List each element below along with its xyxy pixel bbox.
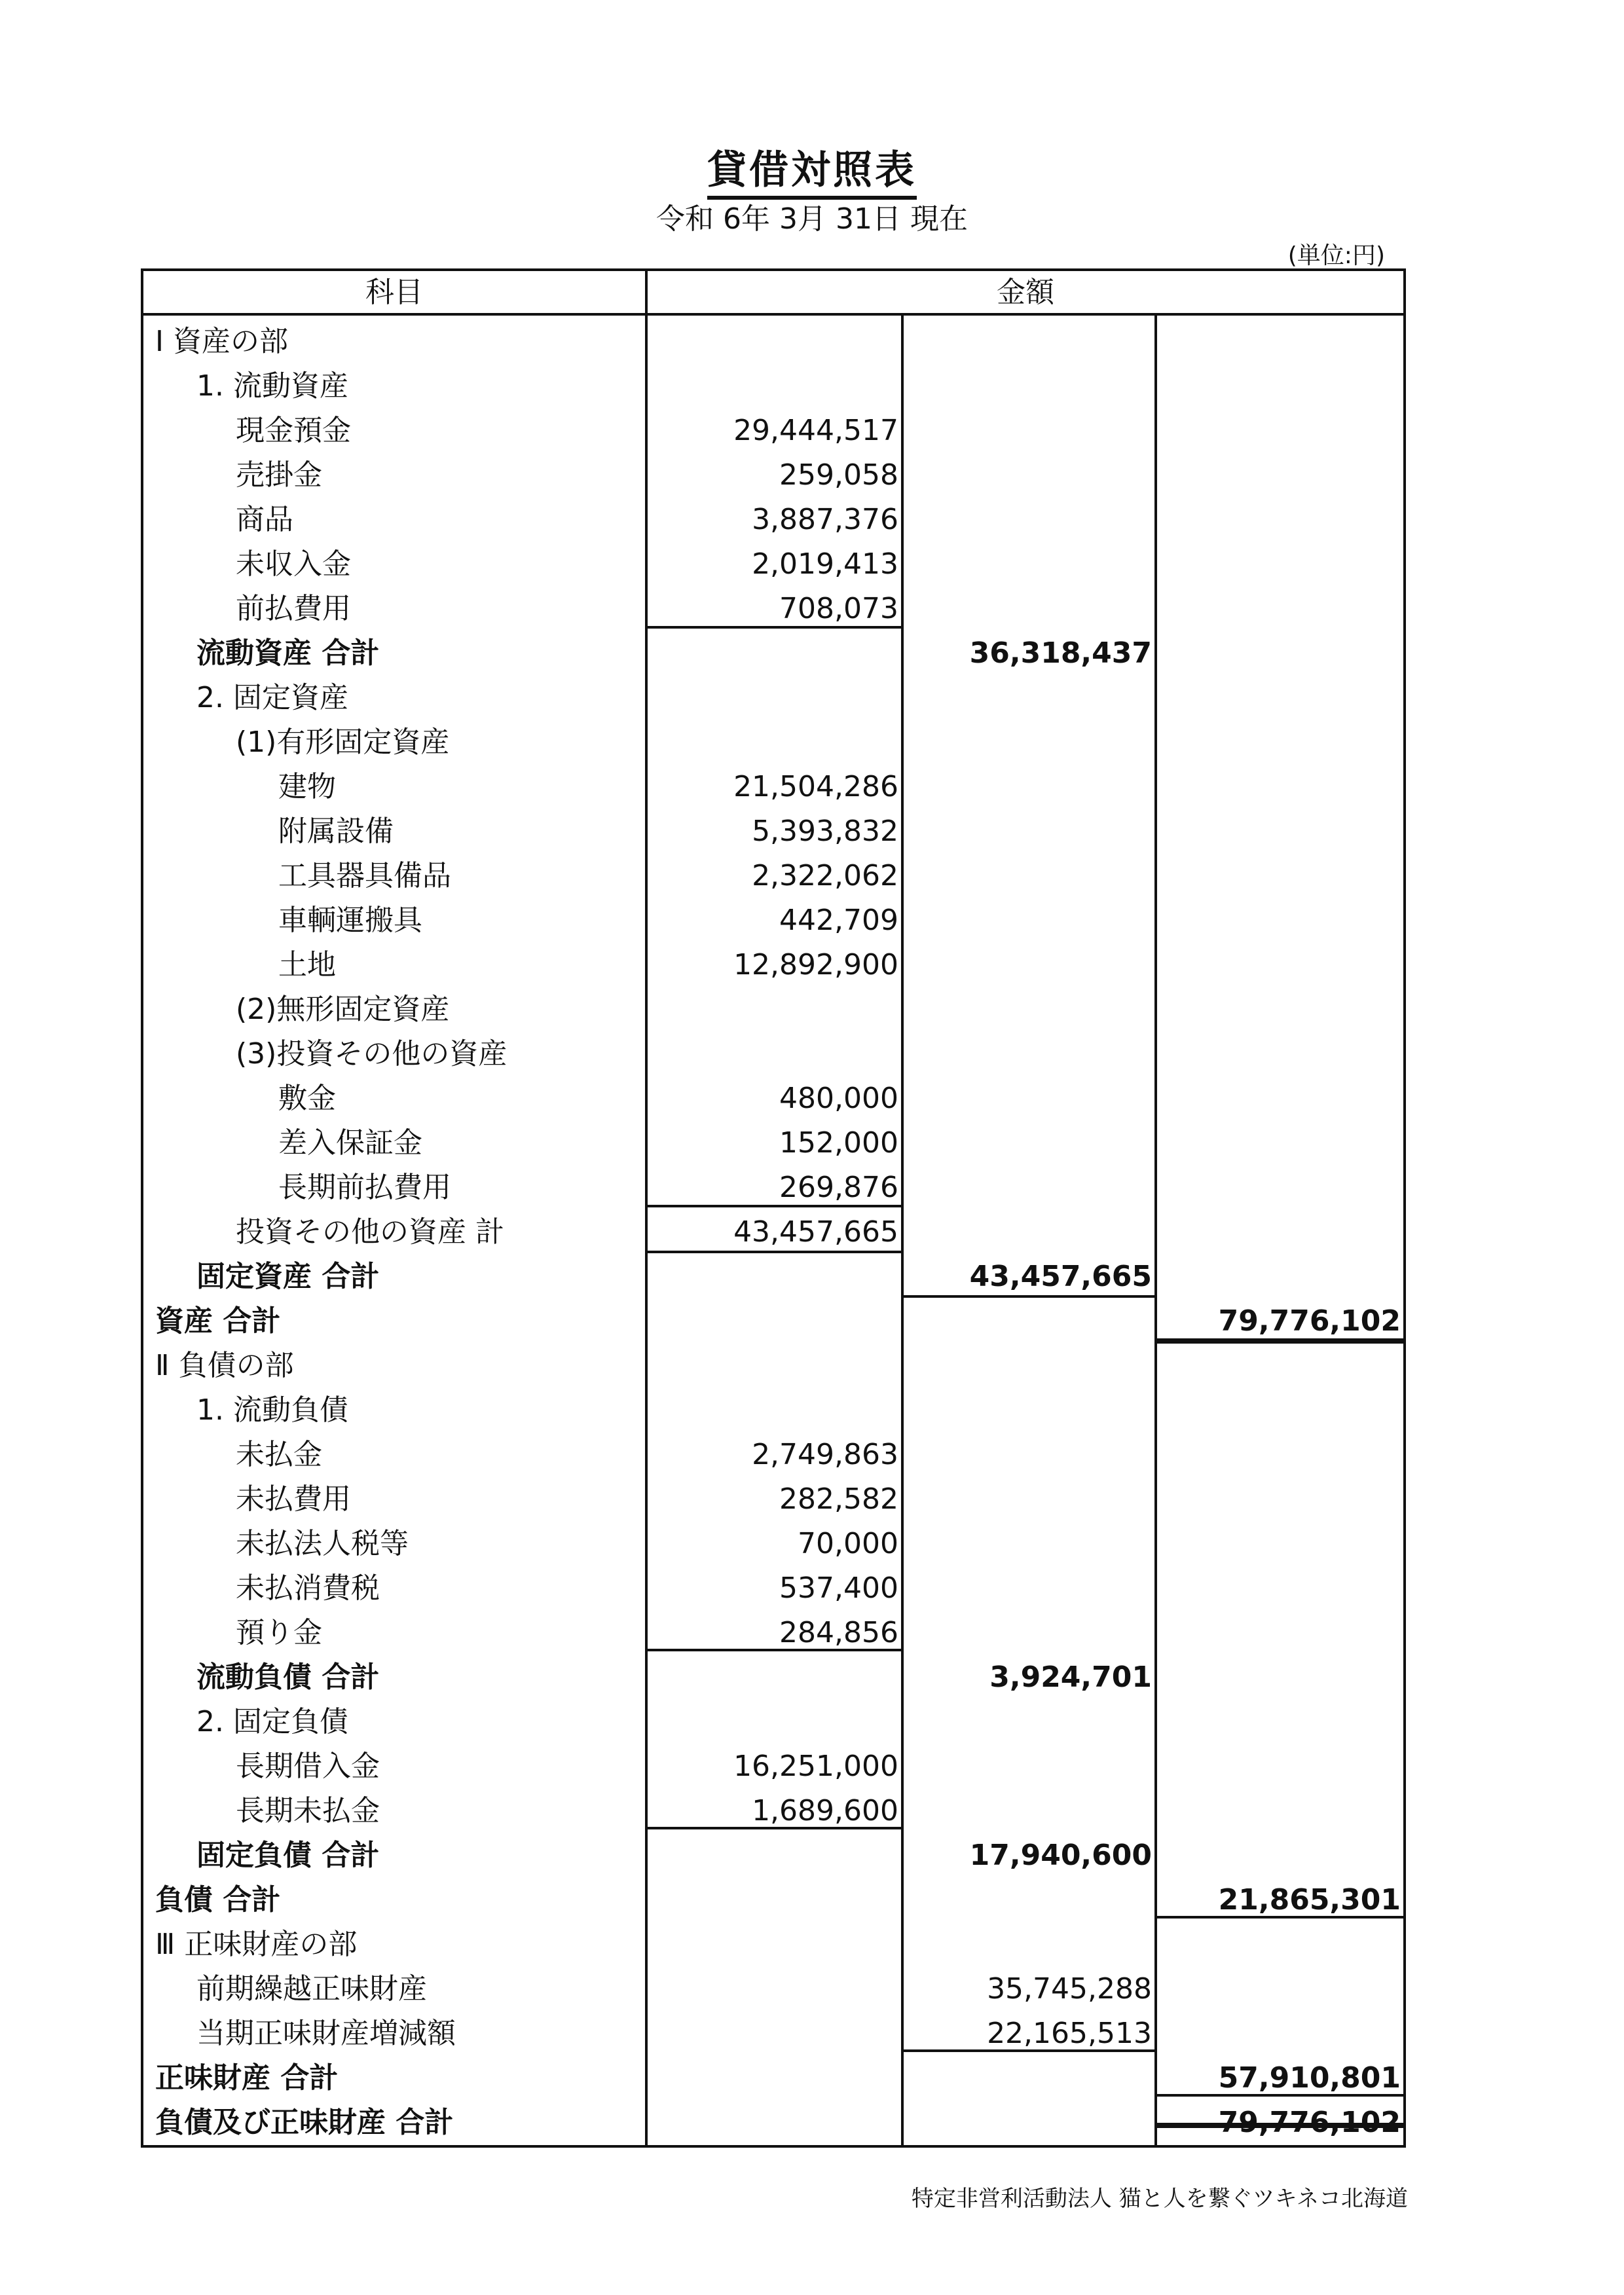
account-label: 売掛金 [236, 458, 322, 492]
amount-cell: 2,019,413 [752, 547, 898, 581]
table-row [0, 1255, 1624, 1299]
account-label: 前期繰越正味財産 [196, 1972, 427, 2006]
amount-cell: 269,876 [779, 1171, 898, 1204]
amount-cell: 480,000 [779, 1082, 898, 1115]
amount-cell: 70,000 [798, 1527, 898, 1560]
table-row [0, 498, 1624, 542]
table-row [0, 1611, 1624, 1655]
account-label: 建物 [278, 770, 336, 803]
amount-cell: 36,318,437 [969, 636, 1152, 670]
table-row [0, 854, 1624, 898]
account-label: 差入保証金 [278, 1126, 422, 1160]
account-label: 投資その他の資産 計 [236, 1215, 504, 1249]
table-row [0, 1032, 1624, 1076]
table-row [0, 2011, 1624, 2056]
amount-cell: 2,322,062 [752, 859, 898, 892]
account-label: 附属設備 [278, 815, 394, 848]
table-row [0, 1344, 1624, 1388]
account-label: 未払消費税 [236, 1571, 380, 1605]
account-label: 長期前払費用 [278, 1171, 451, 1204]
amount-cell: 537,400 [779, 1571, 898, 1605]
account-label: (3)投資その他の資産 [236, 1037, 507, 1071]
account-label: 未払費用 [236, 1482, 351, 1516]
amount-cell: 3,887,376 [752, 503, 898, 536]
amount-cell: 21,865,301 [1218, 1883, 1401, 1917]
table-row [0, 1922, 1624, 1967]
amount-cell: 282,582 [779, 1482, 898, 1516]
amount-cell: 21,504,286 [733, 770, 898, 803]
amount-cell: 442,709 [779, 904, 898, 937]
table-row [0, 1166, 1624, 1210]
account-label: 流動資産 合計 [196, 636, 380, 670]
account-label: 前払費用 [236, 592, 351, 625]
amount-cell: 35,745,288 [987, 1972, 1152, 2006]
subject-column-header: 科目 [365, 276, 423, 309]
table-row [0, 2101, 1624, 2145]
account-label: 流動負債 合計 [196, 1661, 380, 1694]
amount-cell: 2,749,863 [752, 1438, 898, 1471]
account-label: 預り金 [236, 1616, 322, 1649]
amount-cell: 708,073 [779, 592, 898, 625]
account-label: 車輌運搬具 [278, 904, 422, 937]
amount-cell: 12,892,900 [733, 948, 898, 982]
document-title: 貸借対照表 [0, 139, 1624, 195]
table-row [0, 1655, 1624, 1700]
amount-cell: 29,444,517 [733, 414, 898, 447]
account-label: 2. 固定負債 [196, 1705, 348, 1738]
account-label: 1. 流動資産 [196, 369, 348, 403]
table-row [0, 631, 1624, 676]
account-label: 未収入金 [236, 547, 351, 581]
table-row [0, 1744, 1624, 1789]
account-label: 資産 合計 [155, 1304, 281, 1338]
amount-cell: 3,924,701 [989, 1661, 1152, 1694]
amount-cell: 57,910,801 [1218, 2061, 1401, 2095]
table-row [0, 1878, 1624, 1922]
account-label: (1)有形固定資産 [236, 725, 450, 759]
account-label: Ⅰ 資産の部 [155, 325, 288, 358]
table-row [0, 1388, 1624, 1433]
account-label: Ⅱ 負債の部 [155, 1349, 294, 1382]
account-label: 未払法人税等 [236, 1527, 409, 1560]
table-row [0, 676, 1624, 720]
account-label: 固定負債 合計 [196, 1839, 380, 1872]
account-label: 固定資産 合計 [196, 1260, 380, 1293]
table-row [0, 1433, 1624, 1477]
table-row [0, 409, 1624, 453]
amount-cell: 79,776,102 [1218, 1304, 1401, 1338]
table-row [0, 898, 1624, 943]
table-row [0, 1477, 1624, 1522]
table-row [0, 1076, 1624, 1121]
account-label: 未払金 [236, 1438, 322, 1471]
account-label: 負債 合計 [155, 1883, 281, 1917]
header-divider [141, 313, 1406, 316]
amount-cell: 1,689,600 [752, 1794, 898, 1827]
table-row [0, 765, 1624, 809]
table-row [0, 1833, 1624, 1878]
account-label: 商品 [236, 503, 293, 536]
account-label: 現金預金 [236, 414, 351, 447]
table-row [0, 1566, 1624, 1611]
account-label: 工具器具備品 [278, 859, 451, 892]
amount-cell: 17,940,600 [969, 1839, 1152, 1872]
table-row [0, 453, 1624, 498]
amount-cell: 284,856 [779, 1616, 898, 1649]
table-row [0, 987, 1624, 1032]
organization-name: 特定非営利活動法人 猫と人を繋ぐツキネコ北海道 [911, 2186, 1408, 2212]
amount-cell: 22,165,513 [987, 2017, 1152, 2050]
account-label: 長期借入金 [236, 1750, 380, 1783]
table-row [0, 943, 1624, 987]
table-row [0, 1299, 1624, 1344]
account-label: 長期未払金 [236, 1794, 380, 1827]
account-label: 当期正味財産増減額 [196, 2017, 456, 2050]
account-label: 敷金 [278, 1082, 336, 1115]
table-row [0, 1789, 1624, 1833]
account-label: 正味財産 合計 [155, 2061, 339, 2095]
amount-cell: 152,000 [779, 1126, 898, 1160]
amount-cell: 16,251,000 [733, 1750, 898, 1783]
table-row [0, 1210, 1624, 1255]
unit-label: (単位:円) [1287, 242, 1385, 269]
table-row [0, 364, 1624, 409]
table-row [0, 809, 1624, 854]
table-row [0, 1967, 1624, 2011]
table-row [0, 587, 1624, 631]
table-row [0, 1121, 1624, 1166]
account-label: 2. 固定資産 [196, 681, 348, 714]
table-row [0, 1522, 1624, 1566]
table-row [0, 2056, 1624, 2101]
account-label: 負債及び正味財産 合計 [155, 2106, 454, 2139]
table-row [0, 542, 1624, 587]
account-label: 土地 [278, 948, 336, 982]
as-of-date: 令和 6年 3月 31日 現在 [656, 202, 968, 236]
amount-column-header: 金額 [997, 276, 1054, 309]
amount-cell: 79,776,102 [1218, 2106, 1401, 2139]
table-row [0, 1700, 1624, 1744]
table-row [0, 720, 1624, 765]
amount-cell: 43,457,665 [969, 1260, 1152, 1293]
account-label: Ⅲ 正味財産の部 [155, 1928, 358, 1961]
account-label: 1. 流動負債 [196, 1393, 348, 1427]
amount-cell: 5,393,832 [752, 815, 898, 848]
account-label: (2)無形固定資産 [236, 993, 450, 1026]
table-row [0, 320, 1624, 364]
amount-cell: 259,058 [779, 458, 898, 492]
amount-cell: 43,457,665 [733, 1215, 898, 1249]
